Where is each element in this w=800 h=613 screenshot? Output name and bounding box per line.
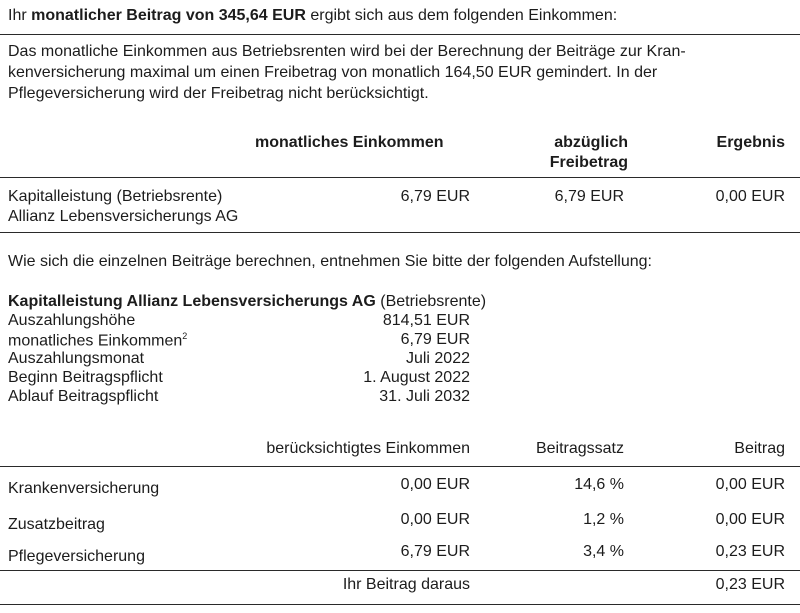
total-label: Ihr Beitrag daraus: [342, 576, 470, 593]
detail-value: 1. August 2022: [363, 369, 470, 386]
contrib-row-label: Pflegeversicherung: [8, 548, 145, 565]
note-line-1: Das monatliche Einkommen aus Betriebsrenten wird bei der Berechnung der Beiträge zur Kran-: [8, 43, 686, 60]
detail-label: [8, 331, 187, 350]
income-table-header-result: Ergebnis: [716, 134, 785, 151]
income-row-deduction: 6,79 EUR: [554, 188, 624, 205]
detail-value: Juli 2022: [405, 350, 470, 367]
income-row-label-1: Kapitalleistung (Betriebsrente): [8, 188, 223, 205]
note-line-2: kenversicherung maximal um einen Freibetrag von monatlich 164,50 EUR gemindert. In der: [8, 64, 658, 81]
divider: [0, 177, 800, 178]
detail-label: Beginn Beitragspflicht: [8, 369, 163, 386]
contrib-row-contribution: 0,00 EUR: [715, 511, 785, 528]
intro-suffix: ergibt sich aus dem folgenden Einkommen:: [305, 7, 618, 24]
income-row-label-2: Allianz Lebensversicherungs AG: [8, 208, 239, 225]
intro-prefix: Ihr: [8, 7, 32, 24]
divider: [0, 570, 800, 571]
contrib-row-income: 0,00 EUR: [400, 476, 470, 493]
detail-label: Auszahlungsmonat: [8, 350, 145, 367]
detail-label: Auszahlungshöhe: [8, 312, 136, 329]
income-table-header-income: monatliches Einkommen: [255, 134, 444, 151]
detail-title-suffix: (Betriebsrente): [375, 293, 487, 310]
divider: [0, 232, 800, 233]
detail-value: 31. Juli 2032: [379, 388, 470, 405]
contrib-header-income: berücksichtigtes Einkommen: [266, 440, 470, 457]
detail-title: [8, 293, 486, 311]
intro-line: [8, 7, 617, 25]
contrib-row-label: Krankenversicherung: [8, 480, 160, 497]
contrib-row-income: 6,79 EUR: [400, 543, 470, 560]
income-row-income: 6,79 EUR: [400, 188, 470, 205]
income-row-result: 0,00 EUR: [715, 188, 785, 205]
contrib-row-rate: 14,6 %: [574, 476, 624, 493]
contrib-row-rate: 1,2 %: [583, 511, 624, 528]
contrib-row-income: 0,00 EUR: [400, 511, 470, 528]
calc-intro: Wie sich die einzelnen Beiträge berechnen, entnehmen Sie bitte der folgenden Aufstellung:: [8, 253, 652, 270]
detail-value: 6,79 EUR: [400, 331, 470, 348]
contrib-row-contribution: 0,23 EUR: [715, 543, 785, 560]
divider: [0, 466, 800, 467]
divider: [0, 604, 800, 605]
contrib-row-label: Zusatzbeitrag: [8, 516, 105, 533]
intro-amount: monatlicher Beitrag von 345,64 EUR: [31, 7, 306, 24]
income-table-header-deduction-2: Freibetrag: [549, 154, 628, 171]
note-line-3: Pflegeversicherung wird der Freibetrag nicht berücksichtigt.: [8, 85, 429, 102]
contrib-header-contribution: Beitrag: [734, 440, 785, 457]
contrib-row-contribution: 0,00 EUR: [715, 476, 785, 493]
detail-label-text: monatliches Einkommen: [8, 332, 183, 350]
divider: [0, 34, 800, 35]
detail-value: 814,51 EUR: [382, 312, 470, 329]
footnote-marker: 2: [182, 331, 188, 341]
contrib-header-rate: Beitragssatz: [535, 440, 624, 457]
detail-title-bold: Kapitalleistung Allianz Lebensversicherungs AG: [8, 293, 376, 310]
contrib-row-rate: 3,4 %: [583, 543, 624, 560]
income-table-header-deduction-1: abzüglich: [554, 134, 628, 151]
detail-label: Ablauf Beitragspflicht: [8, 388, 159, 405]
total-value: 0,23 EUR: [715, 576, 785, 593]
